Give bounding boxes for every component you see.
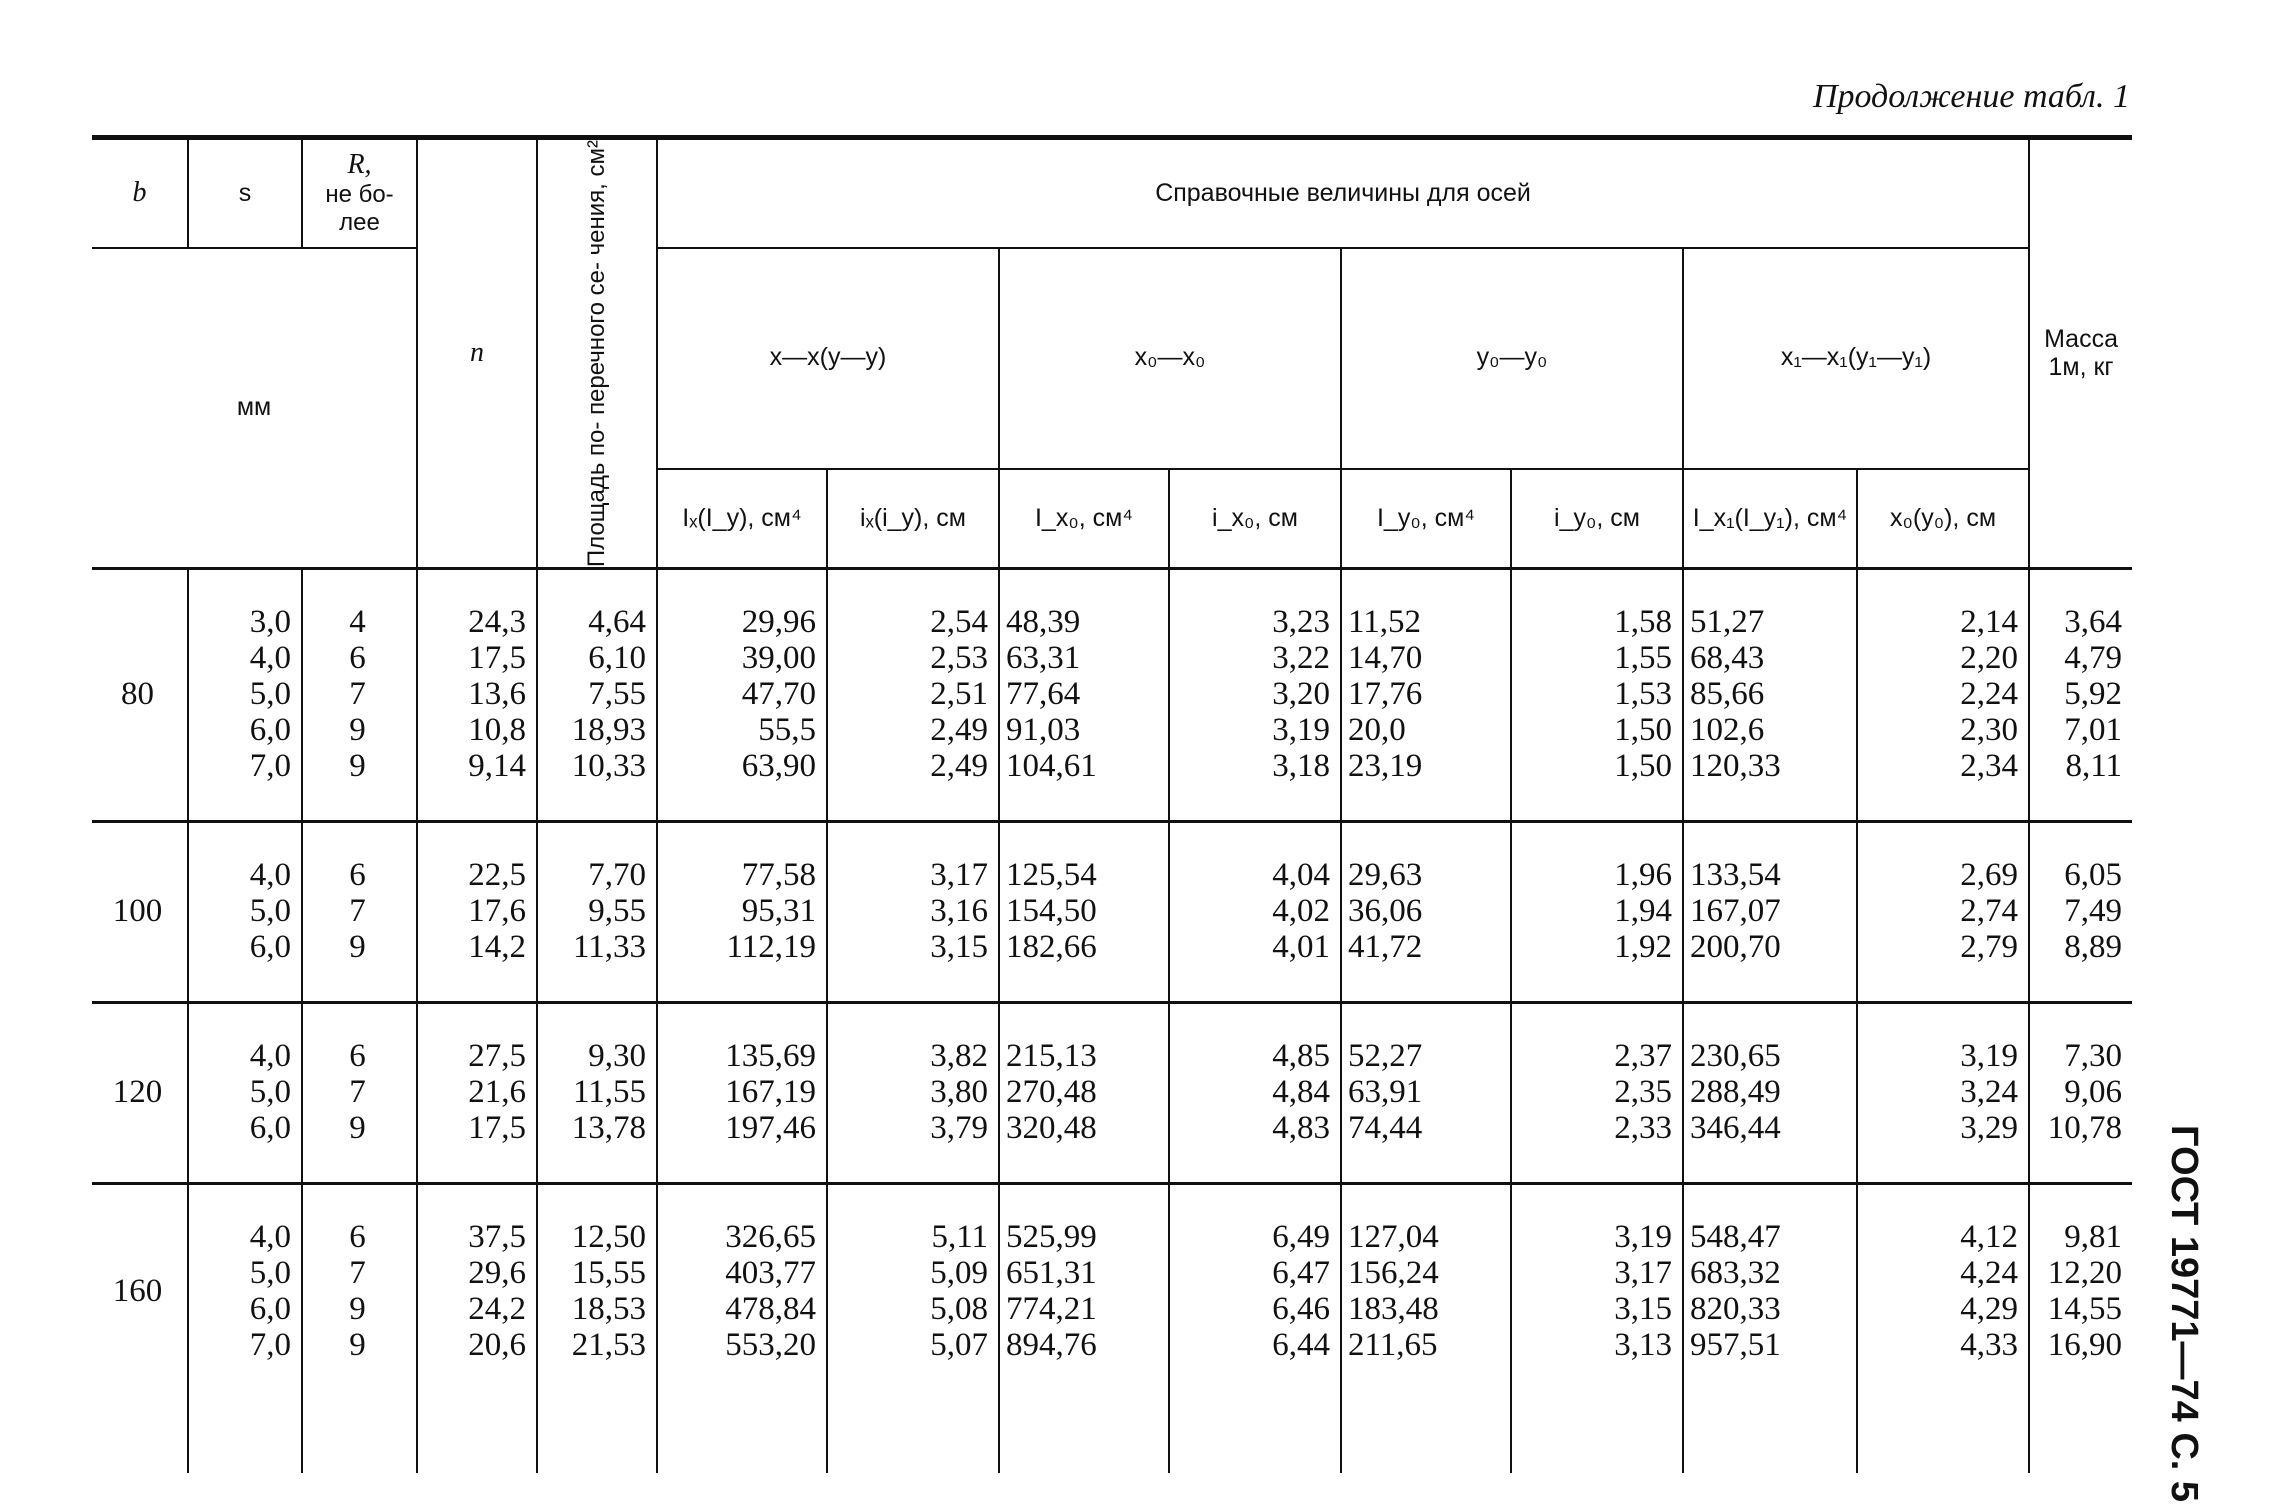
cell-r: 4 6 7 9 9 — [302, 569, 417, 822]
cell-ix-radius: 2,54 2,53 2,51 2,49 2,49 — [827, 569, 999, 822]
cell-n: 37,5 29,6 24,2 20,6 — [417, 1184, 537, 1474]
cell-b: 120 — [92, 1003, 188, 1184]
cell-ix0: 125,54 154,50 182,66 — [999, 822, 1169, 1003]
header-col-x0: x₀(y₀), см — [1857, 469, 2029, 569]
cell-area: 9,30 11,55 13,78 — [537, 1003, 657, 1184]
cell-iy0: 127,04 156,24 183,48 211,65 — [1341, 1184, 1511, 1474]
cell-ix0: 48,39 63,31 77,64 91,03 104,61 — [999, 569, 1169, 822]
header-reference-axes: Справочные величины для осей — [657, 138, 2029, 248]
cell-iy0: 11,52 14,70 17,76 20,0 23,19 — [1341, 569, 1511, 822]
cell-iy0-radius: 3,19 3,17 3,15 3,13 — [1511, 1184, 1683, 1474]
cell-b: 160 — [92, 1184, 188, 1474]
cell-r: 6 7 9 — [302, 1003, 417, 1184]
table-header — [92, 138, 2132, 569]
table-row-160 — [92, 1184, 2132, 1474]
cell-x0: 2,14 2,20 2,24 2,30 2,34 — [1857, 569, 2029, 822]
cell-mass: 3,64 4,79 5,92 7,01 8,11 — [2029, 569, 2132, 822]
document-side-label: ГОСТ 19771—74 С. 5 — [2163, 1125, 2205, 1503]
cell-ix0-radius: 4,04 4,02 4,01 — [1169, 822, 1341, 1003]
header-col-iy0-radius: i_y₀, см — [1511, 469, 1683, 569]
cell-s: 4,0 5,0 6,0 — [188, 1003, 302, 1184]
cell-ix1: 51,27 68,43 85,66 102,6 120,33 — [1683, 569, 1857, 822]
cell-area: 4,64 6,10 7,55 18,93 10,33 — [537, 569, 657, 822]
cell-ix1: 230,65 288,49 346,44 — [1683, 1003, 1857, 1184]
cell-n: 27,5 21,6 17,5 — [417, 1003, 537, 1184]
header-col-ix0: I_x₀, см⁴ — [999, 469, 1169, 569]
cell-x0: 4,12 4,24 4,29 4,33 — [1857, 1184, 2029, 1474]
header-col-ix-radius: iₓ(i_y), см — [827, 469, 999, 569]
header-col-ix: Iₓ(I_y), см⁴ — [657, 469, 827, 569]
cell-ix: 77,58 95,31 112,19 — [657, 822, 827, 1003]
cell-iy0-radius: 1,58 1,55 1,53 1,50 1,50 — [1511, 569, 1683, 822]
header-axis-x0: x₀—x₀ — [999, 248, 1341, 469]
table-row-120 — [92, 1003, 2132, 1184]
header-s: s — [188, 138, 302, 248]
continuation-label: Продолжение табл. 1 — [1812, 78, 2130, 115]
cell-s: 3,0 4,0 5,0 6,0 7,0 — [188, 569, 302, 822]
header-units-mm: мм — [92, 248, 417, 569]
cell-iy0-radius: 2,37 2,35 2,33 — [1511, 1003, 1683, 1184]
header-axis-x-y: x—x(y—y) — [657, 248, 999, 469]
header-col-iy0: I_y₀, см⁴ — [1341, 469, 1511, 569]
cell-r: 6 7 9 — [302, 822, 417, 1003]
cell-r: 6 7 9 9 — [302, 1184, 417, 1474]
header-col-ix1: I_x₁(I_y₁), см⁴ — [1683, 469, 1857, 569]
cell-ix0: 215,13 270,48 320,48 — [999, 1003, 1169, 1184]
cell-x0: 2,69 2,74 2,79 — [1857, 822, 2029, 1003]
cell-b: 100 — [92, 822, 188, 1003]
cell-b: 80 — [92, 569, 188, 822]
header-area: Площадь по- перечного се- чения, см² — [537, 138, 657, 569]
cell-ix: 29,96 39,00 47,70 55,5 63,90 — [657, 569, 827, 822]
profile-table — [92, 135, 2132, 1473]
table-row-100 — [92, 822, 2132, 1003]
header-mass: Масса 1м, кг — [2029, 138, 2132, 569]
header-r: R, не бо- лее — [302, 138, 417, 248]
cell-ix0-radius: 6,49 6,47 6,46 6,44 — [1169, 1184, 1341, 1474]
header-axis-y0: y₀—y₀ — [1341, 248, 1683, 469]
cell-ix-radius: 5,11 5,09 5,08 5,07 — [827, 1184, 999, 1474]
cell-ix1: 548,47 683,32 820,33 957,51 — [1683, 1184, 1857, 1474]
header-b: b — [92, 138, 188, 248]
cell-ix0-radius: 3,23 3,22 3,20 3,19 3,18 — [1169, 569, 1341, 822]
cell-n: 24,3 17,5 13,6 10,8 9,14 — [417, 569, 537, 822]
header-axis-x1-y1: x₁—x₁(y₁—y₁) — [1683, 248, 2029, 469]
table-row-80 — [92, 569, 2132, 822]
cell-ix-radius: 3,17 3,16 3,15 — [827, 822, 999, 1003]
cell-mass: 6,05 7,49 8,89 — [2029, 822, 2132, 1003]
cell-ix-radius: 3,82 3,80 3,79 — [827, 1003, 999, 1184]
cell-n: 22,5 17,6 14,2 — [417, 822, 537, 1003]
cell-ix: 326,65 403,77 478,84 553,20 — [657, 1184, 827, 1474]
cell-ix1: 133,54 167,07 200,70 — [1683, 822, 1857, 1003]
header-col-ix0-radius: i_x₀, см — [1169, 469, 1341, 569]
cell-iy0: 52,27 63,91 74,44 — [1341, 1003, 1511, 1184]
cell-iy0: 29,63 36,06 41,72 — [1341, 822, 1511, 1003]
cell-ix0-radius: 4,85 4,84 4,83 — [1169, 1003, 1341, 1184]
header-n: n — [417, 138, 537, 569]
cell-s: 4,0 5,0 6,0 — [188, 822, 302, 1003]
cell-area: 7,70 9,55 11,33 — [537, 822, 657, 1003]
cell-mass: 7,30 9,06 10,78 — [2029, 1003, 2132, 1184]
cell-ix0: 525,99 651,31 774,21 894,76 — [999, 1184, 1169, 1474]
cell-area: 12,50 15,55 18,53 21,53 — [537, 1184, 657, 1474]
cell-ix: 135,69 167,19 197,46 — [657, 1003, 827, 1184]
cell-s: 4,0 5,0 6,0 7,0 — [188, 1184, 302, 1474]
cell-x0: 3,19 3,24 3,29 — [1857, 1003, 2029, 1184]
cell-mass: 9,81 12,20 14,55 16,90 — [2029, 1184, 2132, 1474]
cell-iy0-radius: 1,96 1,94 1,92 — [1511, 822, 1683, 1003]
